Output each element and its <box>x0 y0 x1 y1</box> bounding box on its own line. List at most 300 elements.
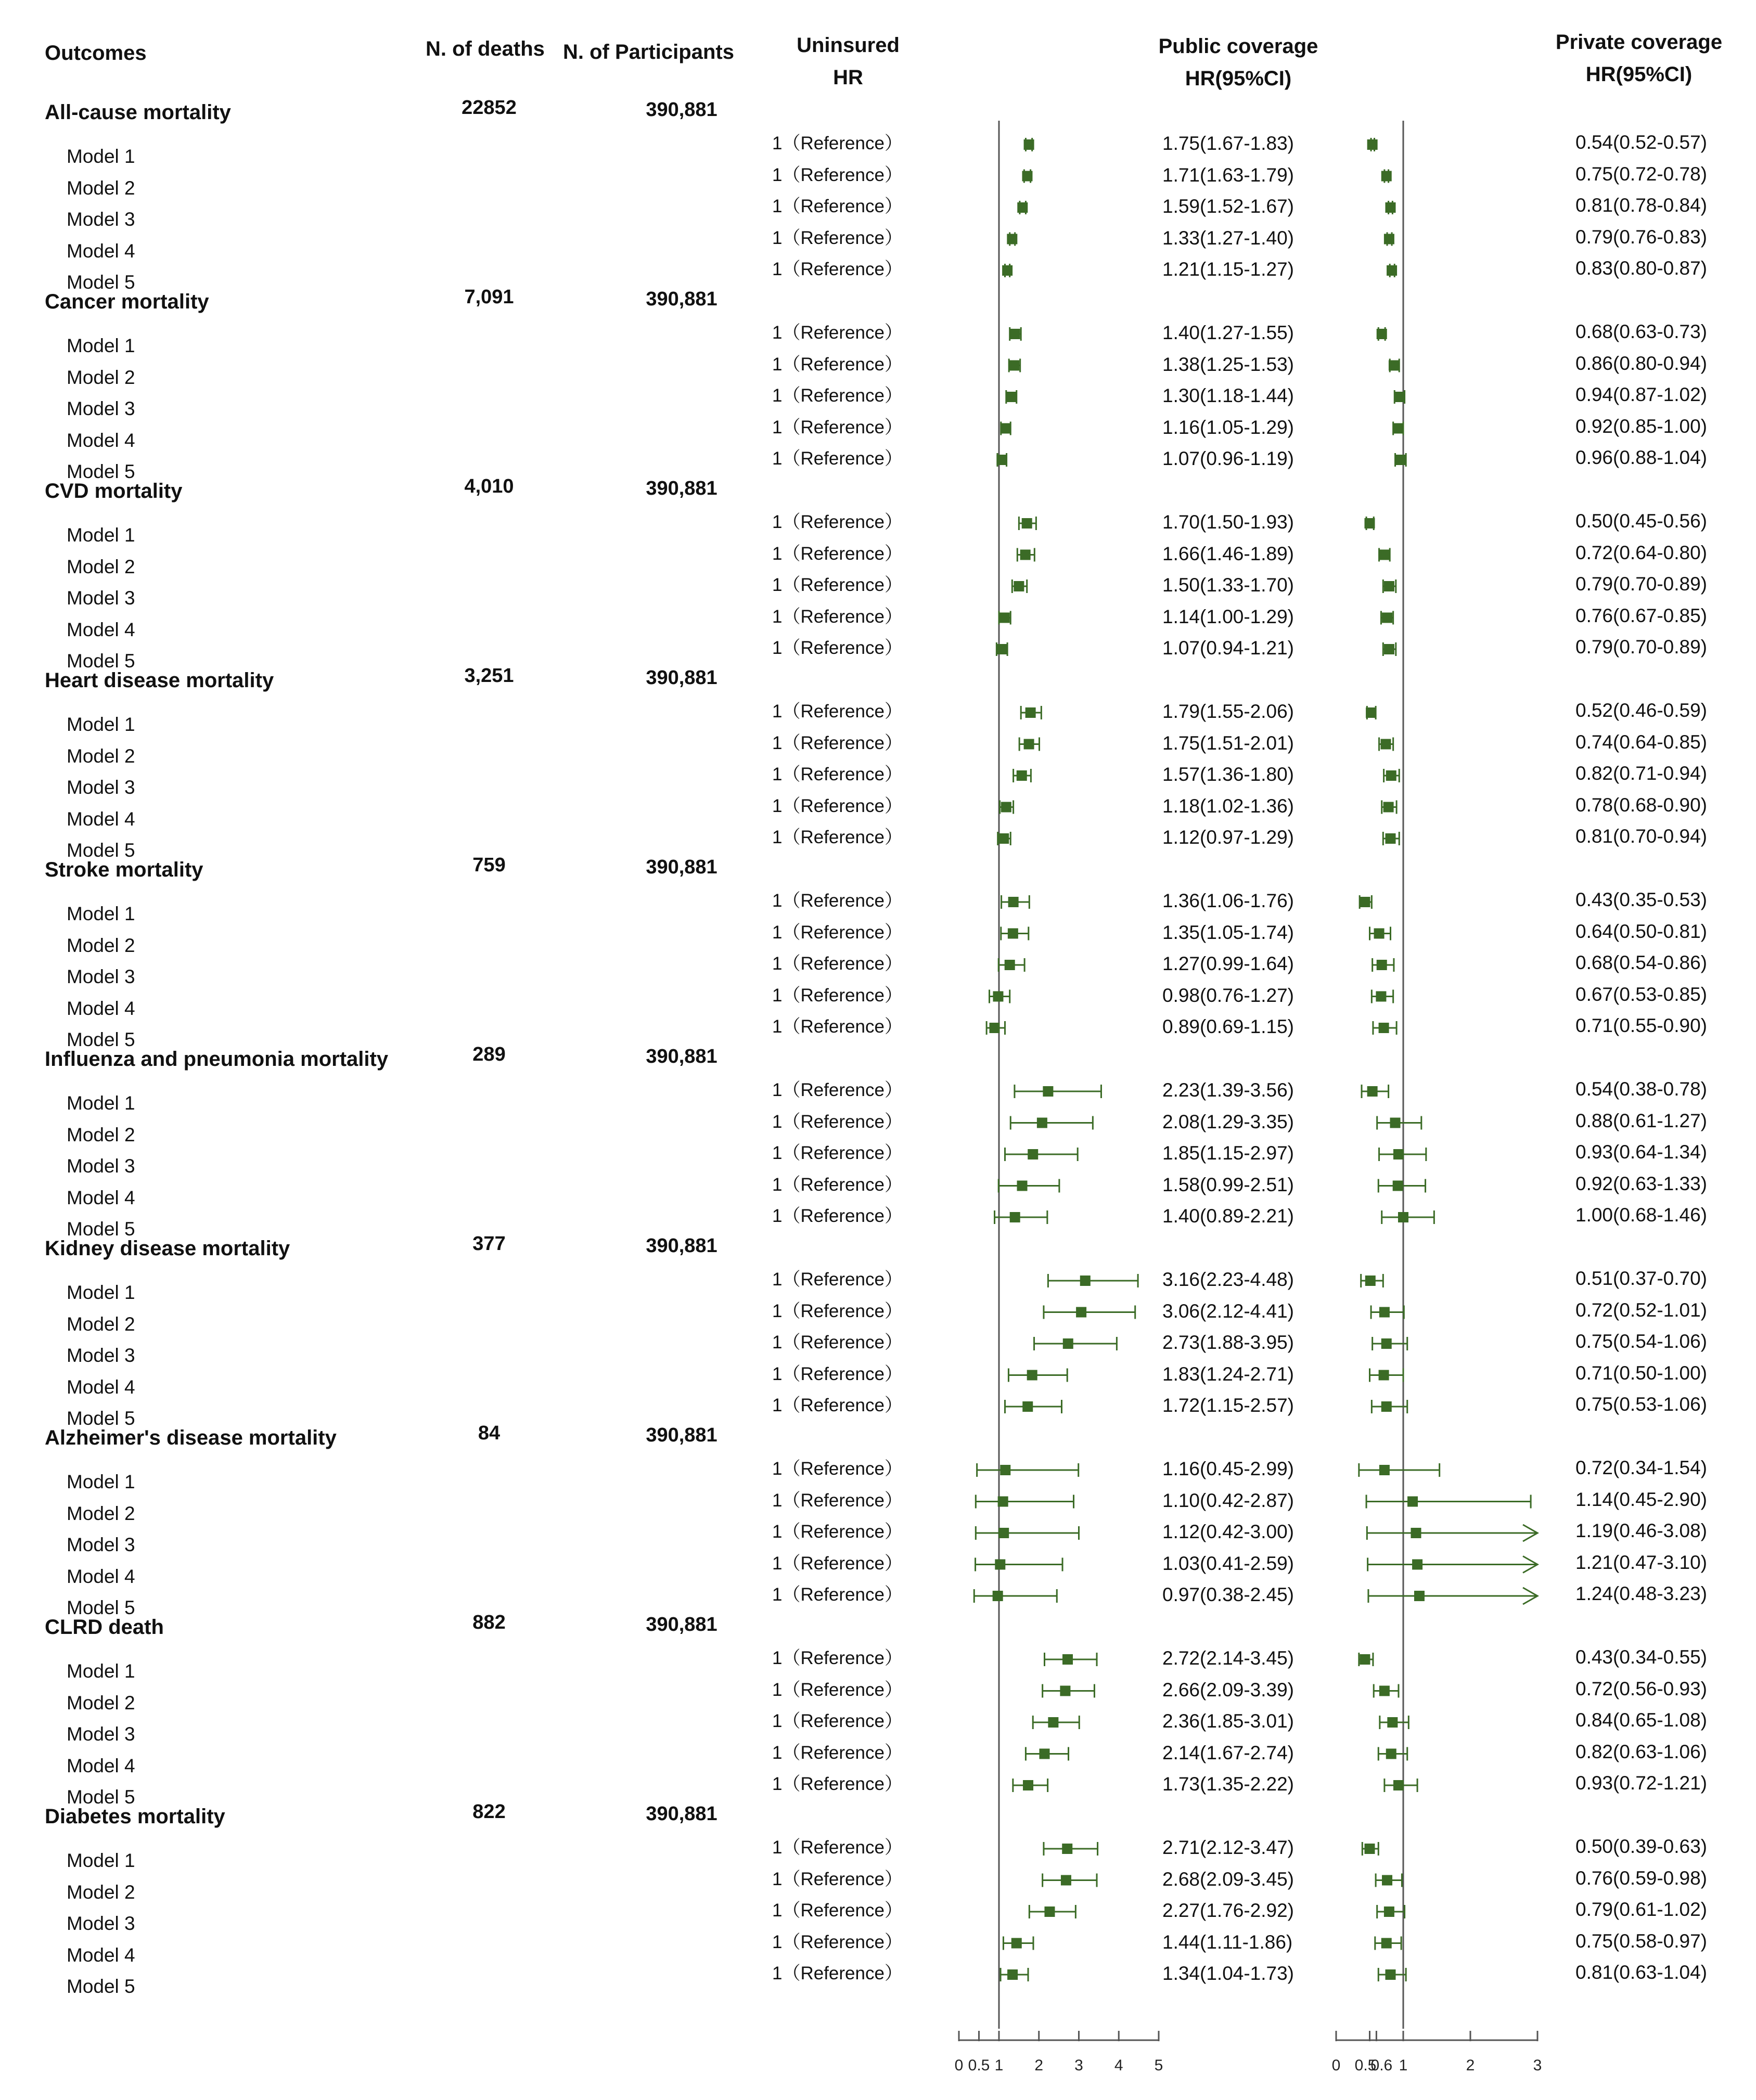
axis-1-tick-label: 2 <box>1466 2057 1475 2074</box>
private-ci-text: 0.79(0.70-0.89) <box>1575 636 1708 658</box>
public-ci-text: 1.16(1.05-1.29) <box>1162 416 1294 438</box>
reference-label: 1（Reference） <box>772 1490 903 1511</box>
private-hr-point <box>1393 423 1403 434</box>
public-ci-text: 3.06(2.12-4.41) <box>1162 1300 1294 1322</box>
model-label: Model 4 <box>67 1376 135 1398</box>
axis-1-tick-label: 0.5 <box>1354 2057 1377 2074</box>
private-hr-point <box>1376 991 1386 1002</box>
public-ci-text: 1.18(1.02-1.36) <box>1162 795 1294 817</box>
participants-count: 390,881 <box>646 856 717 878</box>
model-label: Model 5 <box>67 650 135 672</box>
public-hr-point <box>1017 1181 1028 1191</box>
private-ci-text: 0.74(0.64-0.85) <box>1575 731 1708 753</box>
axis-1-tick-label: 3 <box>1533 2057 1542 2074</box>
public-ci-text: 1.34(1.04-1.73) <box>1162 1963 1294 1984</box>
model-label: Model 3 <box>67 1534 135 1555</box>
public-ci-text: 3.16(2.23-4.48) <box>1162 1269 1294 1290</box>
participants-count: 390,881 <box>646 1614 717 1635</box>
reference-label: 1（Reference） <box>772 196 903 216</box>
reference-label: 1（Reference） <box>772 1742 903 1763</box>
public-ci-text: 1.50(1.33-1.70) <box>1162 574 1294 596</box>
private-hr-point <box>1379 550 1390 560</box>
reference-label: 1（Reference） <box>772 1206 903 1226</box>
public-hr-point <box>1000 1465 1010 1475</box>
private-hr-point <box>1407 1497 1418 1507</box>
outcome-label: Alzheimer's disease mortality <box>45 1426 337 1449</box>
private-hr-point <box>1377 329 1387 339</box>
model-label: Model 3 <box>67 209 135 230</box>
private-ci-text: 0.64(0.50-0.81) <box>1575 920 1708 942</box>
private-ci-text: 0.79(0.76-0.83) <box>1575 226 1708 248</box>
axis-1-tick-label: 0.6 <box>1370 2057 1393 2074</box>
model-label: Model 5 <box>67 1218 135 1240</box>
private-ci-text: 0.67(0.53-0.85) <box>1575 983 1708 1005</box>
private-ci-text: 0.79(0.70-0.89) <box>1575 573 1708 595</box>
private-ci-text: 0.43(0.34-0.55) <box>1575 1646 1708 1668</box>
private-hr-point <box>1379 1023 1389 1033</box>
public-hr-point <box>995 1560 1005 1570</box>
participants-count: 390,881 <box>646 1235 717 1257</box>
private-hr-point <box>1360 897 1370 907</box>
model-label: Model 1 <box>67 1092 135 1114</box>
reference-label: 1（Reference） <box>772 1553 903 1574</box>
private-hr-point <box>1382 1875 1392 1886</box>
private-ci-text: 0.71(0.55-0.90) <box>1575 1015 1708 1036</box>
private-hr-point <box>1365 518 1375 529</box>
model-label: Model 2 <box>67 556 135 577</box>
reference-label: 1（Reference） <box>772 1900 903 1921</box>
private-hr-point <box>1381 171 1392 182</box>
public-hr-point <box>1039 1749 1049 1759</box>
private-hr-point <box>1395 455 1406 465</box>
model-label: Model 5 <box>67 1597 135 1618</box>
private-ci-text: 0.72(0.34-1.54) <box>1575 1457 1708 1478</box>
reference-label: 1（Reference） <box>772 701 903 722</box>
private-ci-text: 0.81(0.63-1.04) <box>1575 1962 1708 1983</box>
model-label: Model 1 <box>67 714 135 735</box>
public-ci-text: 1.83(1.24-2.71) <box>1162 1363 1294 1385</box>
axis-0-tick-label: 2 <box>1034 2057 1044 2074</box>
public-hr-point <box>998 1497 1008 1507</box>
public-hr-point <box>1062 1654 1073 1665</box>
public-ci-text: 1.35(1.05-1.74) <box>1162 921 1294 943</box>
public-ci-text: 2.68(2.09-3.45) <box>1162 1868 1294 1890</box>
reference-label: 1（Reference） <box>772 543 903 564</box>
private-ci-text: 0.71(0.50-1.00) <box>1575 1362 1708 1384</box>
deaths-count: 882 <box>472 1612 506 1633</box>
public-hr-point <box>996 455 1007 465</box>
model-label: Model 4 <box>67 240 135 262</box>
public-hr-point <box>1020 550 1031 560</box>
deaths-count: 3,251 <box>464 665 514 687</box>
deaths-count: 84 <box>478 1422 501 1444</box>
private-hr-point <box>1379 1307 1390 1318</box>
reference-label: 1（Reference） <box>772 1143 903 1163</box>
public-ci-text: 1.75(1.67-1.83) <box>1162 133 1294 154</box>
private-ci-text: 0.96(0.88-1.04) <box>1575 447 1708 468</box>
model-label: Model 2 <box>67 1313 135 1335</box>
private-ci-text: 0.88(0.61-1.27) <box>1575 1110 1708 1131</box>
private-hr-point <box>1398 1212 1408 1222</box>
public-ci-text: 1.70(1.50-1.93) <box>1162 511 1294 533</box>
public-ci-text: 2.27(1.76-2.92) <box>1162 1900 1294 1921</box>
model-label: Model 4 <box>67 619 135 640</box>
reference-label: 1（Reference） <box>772 891 903 911</box>
public-ci-text: 1.07(0.94-1.21) <box>1162 637 1294 659</box>
private-ci-text: 0.43(0.35-0.53) <box>1575 889 1708 910</box>
public-ci-text: 1.36(1.06-1.76) <box>1162 890 1294 911</box>
model-label: Model 4 <box>67 1755 135 1776</box>
private-hr-point <box>1365 1276 1376 1286</box>
reference-label: 1（Reference） <box>772 1363 903 1384</box>
private-hr-point <box>1379 1686 1390 1696</box>
private-hr-point <box>1377 960 1387 970</box>
public-hr-point <box>1022 518 1032 529</box>
private-ci-text: 0.76(0.67-0.85) <box>1575 604 1708 626</box>
public-hr-point <box>996 644 1007 654</box>
public-hr-point <box>1005 960 1015 970</box>
reference-label: 1（Reference） <box>772 1774 903 1794</box>
model-label: Model 1 <box>67 335 135 356</box>
public-ci-text: 1.03(0.41-2.59) <box>1162 1552 1294 1574</box>
public-hr-point <box>998 1528 1009 1538</box>
model-label: Model 2 <box>67 1502 135 1524</box>
header-outcomes: Outcomes <box>45 42 147 65</box>
public-hr-point <box>1076 1307 1086 1318</box>
public-hr-point <box>1037 1118 1047 1128</box>
deaths-count: 22852 <box>462 97 517 119</box>
private-hr-point <box>1367 1086 1378 1097</box>
private-ci-text: 0.75(0.53-1.06) <box>1575 1394 1708 1415</box>
private-hr-point <box>1385 202 1395 213</box>
model-label: Model 1 <box>67 1282 135 1303</box>
model-label: Model 2 <box>67 1881 135 1903</box>
reference-label: 1（Reference） <box>772 1931 903 1952</box>
reference-label: 1（Reference） <box>772 732 903 753</box>
reference-label: 1（Reference） <box>772 764 903 784</box>
private-hr-point <box>1386 770 1396 781</box>
axis-0-tick-label: 1 <box>994 2057 1004 2074</box>
private-ci-text: 0.50(0.45-0.56) <box>1575 510 1708 532</box>
public-hr-point <box>1014 581 1024 591</box>
private-hr-point <box>1384 644 1394 654</box>
header-uninsured-line1: Uninsured <box>797 34 900 57</box>
reference-label: 1（Reference） <box>772 1711 903 1731</box>
outcome-label: Stroke mortality <box>45 858 203 881</box>
model-label: Model 4 <box>67 997 135 1019</box>
model-label: Model 3 <box>67 1913 135 1934</box>
participants-count: 390,881 <box>646 478 717 499</box>
model-label: Model 3 <box>67 1345 135 1366</box>
private-ci-text: 0.75(0.58-0.97) <box>1575 1930 1708 1952</box>
public-hr-point <box>1010 329 1020 339</box>
participants-count: 390,881 <box>646 1424 717 1446</box>
deaths-count: 289 <box>472 1043 506 1065</box>
outcome-label: CVD mortality <box>45 480 183 503</box>
private-ci-text: 1.14(0.45-2.90) <box>1575 1488 1708 1510</box>
axis-1-tick-label: 1 <box>1399 2057 1408 2074</box>
public-hr-point <box>1060 1686 1070 1696</box>
private-ci-text: 0.75(0.72-0.78) <box>1575 163 1708 185</box>
outcome-label: CLRD death <box>45 1616 164 1639</box>
public-ci-text: 2.71(2.12-3.47) <box>1162 1837 1294 1858</box>
public-hr-point <box>998 833 1009 844</box>
reference-label: 1（Reference） <box>772 1111 903 1132</box>
model-label: Model 4 <box>67 429 135 451</box>
private-ci-text: 0.72(0.52-1.01) <box>1575 1299 1708 1321</box>
private-ci-text: 0.76(0.59-0.98) <box>1575 1867 1708 1889</box>
public-hr-point <box>999 613 1010 623</box>
public-ci-text: 1.12(0.42-3.00) <box>1162 1521 1294 1542</box>
public-ci-text: 1.44(1.11-1.86) <box>1162 1931 1293 1953</box>
reference-label: 1（Reference） <box>772 1269 903 1290</box>
public-ci-text: 0.98(0.76-1.27) <box>1162 984 1294 1006</box>
deaths-count: 7,091 <box>464 286 514 308</box>
private-hr-point <box>1383 802 1394 813</box>
model-label: Model 3 <box>67 398 135 419</box>
reference-label: 1（Reference） <box>772 354 903 375</box>
private-ci-text: 0.51(0.37-0.70) <box>1575 1268 1708 1289</box>
reference-label: 1（Reference） <box>772 954 903 974</box>
private-hr-point <box>1384 234 1394 244</box>
private-hr-point <box>1374 929 1385 939</box>
reference-label: 1（Reference） <box>772 1080 903 1100</box>
model-label: Model 4 <box>67 808 135 830</box>
model-label: Model 2 <box>67 745 135 767</box>
reference-label: 1（Reference） <box>772 1837 903 1858</box>
reference-label: 1（Reference） <box>772 1648 903 1668</box>
outcome-label: Kidney disease mortality <box>45 1237 290 1260</box>
public-ci-text: 2.14(1.67-2.74) <box>1162 1742 1294 1763</box>
public-ci-text: 1.38(1.25-1.53) <box>1162 353 1294 375</box>
private-ci-text: 0.72(0.56-0.93) <box>1575 1678 1708 1699</box>
public-hr-point <box>1006 392 1016 402</box>
public-hr-point <box>1000 423 1010 434</box>
axis-0-tick-label: 0 <box>954 2057 964 2074</box>
public-ci-text: 1.14(1.00-1.29) <box>1162 605 1294 627</box>
reference-label: 1（Reference） <box>772 1584 903 1605</box>
model-label: Model 1 <box>67 903 135 924</box>
model-label: Model 5 <box>67 1786 135 1808</box>
reference-label: 1（Reference） <box>772 417 903 437</box>
outcome-label: Influenza and pneumonia mortality <box>45 1048 389 1071</box>
public-hr-point <box>1022 171 1032 182</box>
private-hr-point <box>1412 1560 1422 1570</box>
public-hr-point <box>1063 1338 1073 1349</box>
participants-count: 390,881 <box>646 1046 717 1067</box>
public-ci-text: 1.40(1.27-1.55) <box>1162 322 1294 343</box>
reference-label: 1（Reference） <box>772 1522 903 1542</box>
private-hr-point <box>1411 1528 1421 1538</box>
private-hr-point <box>1367 139 1378 150</box>
public-ci-text: 1.10(0.42-2.87) <box>1162 1489 1294 1511</box>
reference-label: 1（Reference） <box>772 985 903 1006</box>
public-ci-text: 1.66(1.46-1.89) <box>1162 543 1294 564</box>
private-ci-text: 0.68(0.63-0.73) <box>1575 321 1708 342</box>
model-label: Model 1 <box>67 1660 135 1682</box>
public-hr-point <box>1008 897 1019 907</box>
private-hr-point <box>1382 613 1392 623</box>
reference-label: 1（Reference） <box>772 638 903 658</box>
public-hr-point <box>1044 1906 1055 1917</box>
public-ci-text: 1.59(1.52-1.67) <box>1162 196 1294 217</box>
axis-0-tick-label: 4 <box>1114 2057 1123 2074</box>
axis-0-tick-label: 0.5 <box>968 2057 990 2074</box>
deaths-count: 759 <box>472 854 506 876</box>
header-deaths: N. of deaths <box>426 37 545 60</box>
model-label: Model 4 <box>67 1944 135 1966</box>
public-ci-text: 1.85(1.15-2.97) <box>1162 1142 1294 1164</box>
model-label: Model 3 <box>67 777 135 798</box>
private-ci-text: 0.54(0.52-0.57) <box>1575 132 1708 153</box>
outcome-label: Cancer mortality <box>45 290 209 313</box>
public-hr-point <box>1017 770 1027 781</box>
deaths-count: 4,010 <box>464 475 514 497</box>
reference-label: 1（Reference） <box>772 1869 903 1889</box>
model-label: Model 3 <box>67 1723 135 1745</box>
public-ci-text: 1.71(1.63-1.79) <box>1162 164 1294 186</box>
reference-label: 1（Reference） <box>772 1016 903 1037</box>
private-hr-point <box>1393 1149 1404 1159</box>
reference-label: 1（Reference） <box>772 227 903 248</box>
header-public-line1: Public coverage <box>1158 35 1318 58</box>
public-hr-point <box>1023 1780 1033 1790</box>
public-hr-point <box>1009 360 1019 371</box>
public-ci-text: 1.72(1.15-2.57) <box>1162 1395 1294 1416</box>
header-private-line2: HR(95%CI) <box>1585 63 1693 86</box>
private-ci-text: 0.82(0.63-1.06) <box>1575 1741 1708 1762</box>
public-ci-text: 2.73(1.88-3.95) <box>1162 1332 1294 1353</box>
model-label: Model 3 <box>67 966 135 987</box>
reference-label: 1（Reference） <box>772 1459 903 1479</box>
public-hr-point <box>1061 1875 1071 1886</box>
public-ci-text: 0.97(0.38-2.45) <box>1162 1584 1294 1605</box>
public-ci-text: 1.75(1.51-2.01) <box>1162 732 1294 754</box>
model-label: Model 1 <box>67 1850 135 1871</box>
public-ci-text: 1.73(1.35-2.22) <box>1162 1773 1294 1795</box>
private-hr-point <box>1379 1370 1389 1381</box>
private-ci-text: 0.84(0.65-1.08) <box>1575 1709 1708 1731</box>
header-private-line1: Private coverage <box>1555 31 1723 54</box>
public-ci-text: 1.58(0.99-2.51) <box>1162 1174 1294 1195</box>
private-hr-point <box>1384 581 1394 591</box>
private-hr-point <box>1386 1749 1396 1759</box>
public-hr-point <box>1026 707 1036 718</box>
public-ci-text: 1.33(1.27-1.40) <box>1162 227 1294 249</box>
reference-label: 1（Reference） <box>772 385 903 406</box>
private-hr-point <box>1387 265 1397 276</box>
reference-label: 1（Reference） <box>772 1963 903 1983</box>
model-label: Model 5 <box>67 1029 135 1050</box>
reference-label: 1（Reference） <box>772 827 903 847</box>
private-hr-point <box>1379 1465 1390 1475</box>
public-ci-text: 1.07(0.96-1.19) <box>1162 448 1294 469</box>
public-hr-point <box>1080 1276 1091 1286</box>
public-ci-text: 2.23(1.39-3.56) <box>1162 1079 1294 1101</box>
model-label: Model 5 <box>67 461 135 482</box>
reference-label: 1（Reference） <box>772 575 903 595</box>
model-label: Model 4 <box>67 1187 135 1208</box>
public-ci-text: 1.79(1.55-2.06) <box>1162 701 1294 722</box>
private-ci-text: 1.00(0.68-1.46) <box>1575 1204 1708 1226</box>
model-label: Model 3 <box>67 1155 135 1177</box>
reference-label: 1（Reference） <box>772 1174 903 1195</box>
model-label: Model 3 <box>67 587 135 609</box>
private-ci-text: 1.24(0.48-3.23) <box>1575 1583 1708 1604</box>
model-label: Model 1 <box>67 524 135 546</box>
private-ci-text: 0.79(0.61-1.02) <box>1575 1899 1708 1920</box>
model-label: Model 5 <box>67 840 135 861</box>
public-hr-point <box>1007 1969 1018 1980</box>
participants-count: 390,881 <box>646 99 717 121</box>
outcome-label: All-cause mortality <box>45 101 231 124</box>
private-hr-point <box>1393 1181 1403 1191</box>
model-label: Model 2 <box>67 1692 135 1714</box>
private-ci-text: 0.81(0.78-0.84) <box>1575 195 1708 216</box>
public-hr-point <box>1007 234 1017 244</box>
reference-label: 1（Reference） <box>772 133 903 153</box>
public-ci-text: 2.36(1.85-3.01) <box>1162 1710 1294 1732</box>
public-hr-point <box>1010 1212 1020 1222</box>
private-hr-point <box>1414 1591 1425 1601</box>
public-hr-point <box>1022 1401 1033 1412</box>
public-hr-point <box>1017 202 1028 213</box>
public-ci-text: 0.89(0.69-1.15) <box>1162 1016 1294 1037</box>
reference-label: 1（Reference） <box>772 795 903 816</box>
private-hr-point <box>1380 739 1391 750</box>
header-public-line2: HR(95%CI) <box>1185 67 1292 90</box>
participants-count: 390,881 <box>646 667 717 689</box>
public-ci-text: 2.08(1.29-3.35) <box>1162 1111 1294 1132</box>
deaths-count: 822 <box>472 1801 506 1823</box>
reference-label: 1（Reference） <box>772 323 903 343</box>
reference-label: 1（Reference） <box>772 922 903 943</box>
public-hr-point <box>1024 739 1034 750</box>
private-hr-point <box>1390 1118 1401 1128</box>
reference-label: 1（Reference） <box>772 606 903 627</box>
public-hr-point <box>993 1591 1003 1601</box>
deaths-count: 377 <box>472 1233 506 1255</box>
private-ci-text: 1.21(0.47-3.10) <box>1575 1551 1708 1573</box>
private-hr-point <box>1394 392 1404 402</box>
private-ci-text: 0.92(0.63-1.33) <box>1575 1173 1708 1194</box>
reference-label: 1（Reference） <box>772 259 903 279</box>
axis-0-tick-label: 5 <box>1154 2057 1163 2074</box>
reference-label: 1（Reference） <box>772 512 903 532</box>
private-ci-text: 0.92(0.85-1.00) <box>1575 415 1708 437</box>
private-hr-point <box>1385 1969 1395 1980</box>
participants-count: 390,881 <box>646 288 717 310</box>
public-hr-point <box>993 991 1003 1002</box>
public-hr-point <box>1048 1717 1058 1728</box>
private-hr-point <box>1365 1844 1375 1854</box>
private-hr-point <box>1384 1906 1394 1917</box>
private-ci-text: 0.93(0.64-1.34) <box>1575 1141 1708 1163</box>
model-label: Model 1 <box>67 146 135 167</box>
public-hr-point <box>1008 929 1018 939</box>
public-ci-text: 1.12(0.97-1.29) <box>1162 827 1294 848</box>
reference-label: 1（Reference） <box>772 1679 903 1700</box>
public-ci-text: 1.40(0.89-2.21) <box>1162 1205 1294 1227</box>
private-ci-text: 1.19(0.46-3.08) <box>1575 1520 1708 1541</box>
reference-label: 1（Reference） <box>772 1300 903 1321</box>
model-label: Model 2 <box>67 934 135 956</box>
public-hr-point <box>1028 1149 1038 1159</box>
model-label: Model 5 <box>67 1976 135 1997</box>
private-ci-text: 0.86(0.80-0.94) <box>1575 352 1708 374</box>
model-label: Model 5 <box>67 272 135 293</box>
public-hr-point <box>1001 802 1011 813</box>
